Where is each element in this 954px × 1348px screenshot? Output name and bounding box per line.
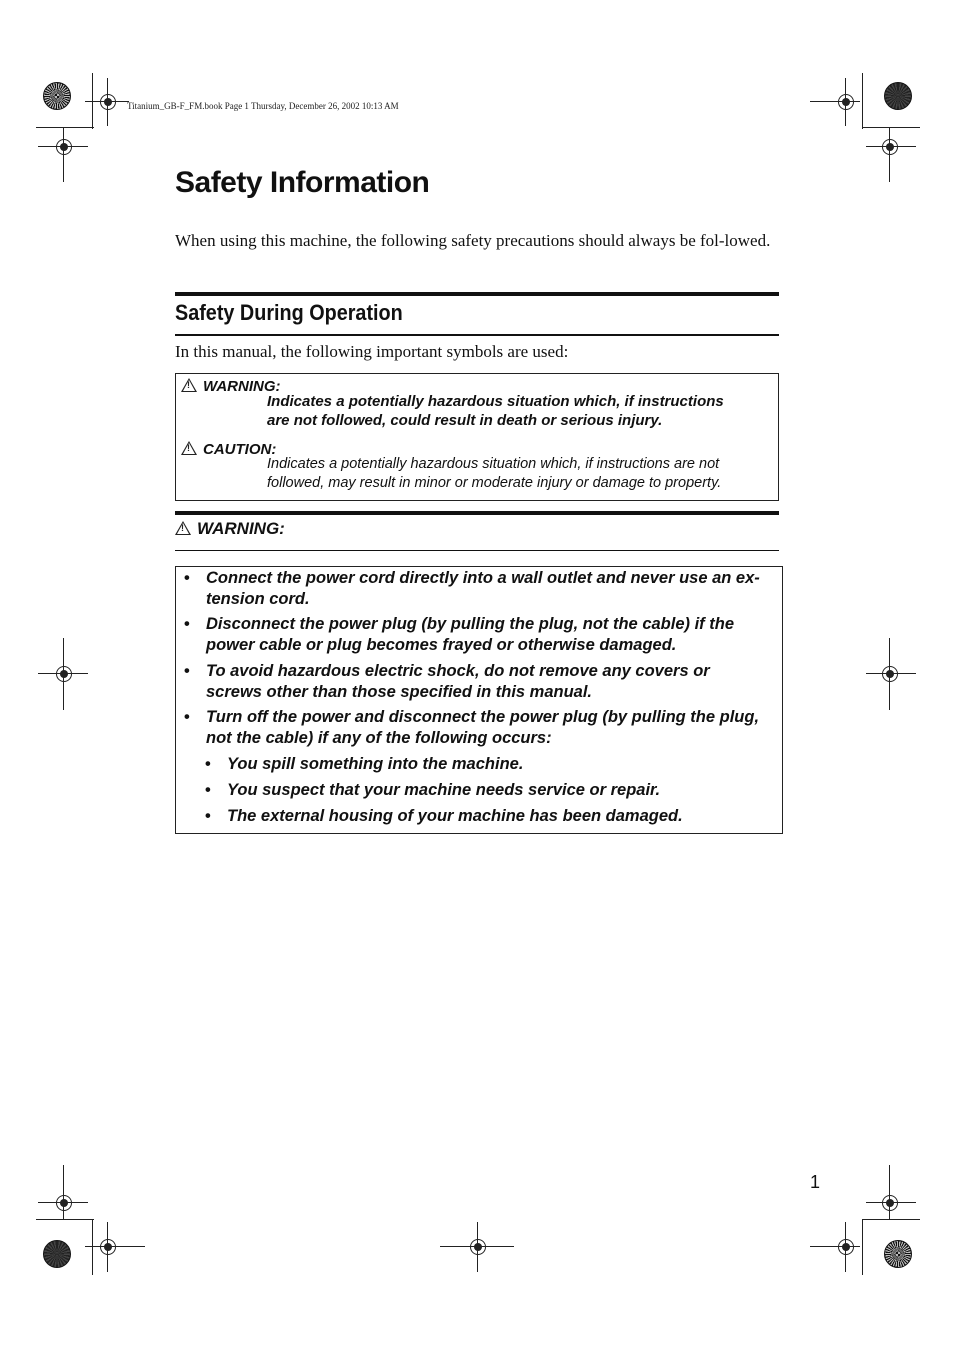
list-item: • Connect the power cord directly into a wall outlet and never use an ex- tension cord. bbox=[206, 568, 776, 610]
registration-target-icon bbox=[882, 1195, 898, 1211]
sub-list-item: • The external housing of your machine has been damaged. bbox=[227, 806, 767, 827]
list-item: • Turn off the power and disconnect the power plug (by pulling the plug, not the cable) if any of the following occurs: bbox=[206, 707, 776, 749]
symbols-intro: In this manual, the following important symbols are used: bbox=[175, 342, 569, 361]
print-header: Titanium_GB-F_FM.book Page 1 Thursday, December 26, 2002 10:13 AM bbox=[127, 101, 399, 111]
registration-rosette-icon bbox=[43, 1240, 71, 1268]
registration-target-icon bbox=[882, 666, 898, 682]
registration-target-icon bbox=[100, 1239, 116, 1255]
section-title: Safety During Operation bbox=[175, 300, 403, 325]
warning-list-box bbox=[175, 566, 783, 834]
warning-rule-top bbox=[175, 511, 779, 515]
registration-target-icon bbox=[56, 666, 72, 682]
registration-target-icon bbox=[56, 1195, 72, 1211]
section-rule-bottom bbox=[175, 334, 779, 336]
intro-paragraph: When using this machine, the following safety precautions should always be fol-lowed. bbox=[175, 231, 771, 250]
registration-rosette-icon bbox=[884, 1240, 912, 1268]
sub-list-item: • You spill something into the machine. bbox=[227, 754, 767, 775]
warning-triangle-icon bbox=[181, 378, 197, 392]
warning-heading: !WARNING: bbox=[175, 519, 285, 539]
symbol-warning-label: !WARNING: bbox=[181, 377, 281, 395]
symbol-caution-desc: Indicates a potentially hazardous situation which, if instructions are not followed, may result in minor or moderate injury or damage to property. bbox=[267, 456, 722, 491]
sub-list-item: • You suspect that your machine needs service or repair. bbox=[227, 780, 767, 801]
symbol-caution-label: !CAUTION: bbox=[181, 440, 276, 458]
list-item: • To avoid hazardous electric shock, do not remove any covers or screws other than those specified in this manual. bbox=[206, 661, 776, 703]
registration-target-icon bbox=[838, 1239, 854, 1255]
list-item: • Disconnect the power plug (by pulling the plug, not the cable) if the power cable or plug becomes frayed or otherwise damaged. bbox=[206, 614, 776, 656]
warning-rule-bottom bbox=[175, 550, 779, 551]
warning-triangle-icon bbox=[181, 441, 197, 455]
symbol-warning-desc: Indicates a potentially hazardous situation which, if instructions are not followed, could result in death or serious injury. bbox=[267, 393, 724, 429]
registration-target-icon bbox=[470, 1239, 486, 1255]
page-number: 1 bbox=[810, 1172, 821, 1192]
registration-target-icon bbox=[100, 94, 116, 110]
symbol-legend-box bbox=[175, 373, 779, 501]
registration-target-icon bbox=[882, 139, 898, 155]
registration-rosette-icon bbox=[884, 82, 912, 110]
registration-target-icon bbox=[838, 94, 854, 110]
warning-triangle-icon bbox=[175, 521, 191, 535]
section-rule-top bbox=[175, 292, 779, 296]
registration-target-icon bbox=[56, 139, 72, 155]
page-title: Safety Information bbox=[175, 166, 430, 199]
registration-rosette-icon bbox=[43, 82, 71, 110]
